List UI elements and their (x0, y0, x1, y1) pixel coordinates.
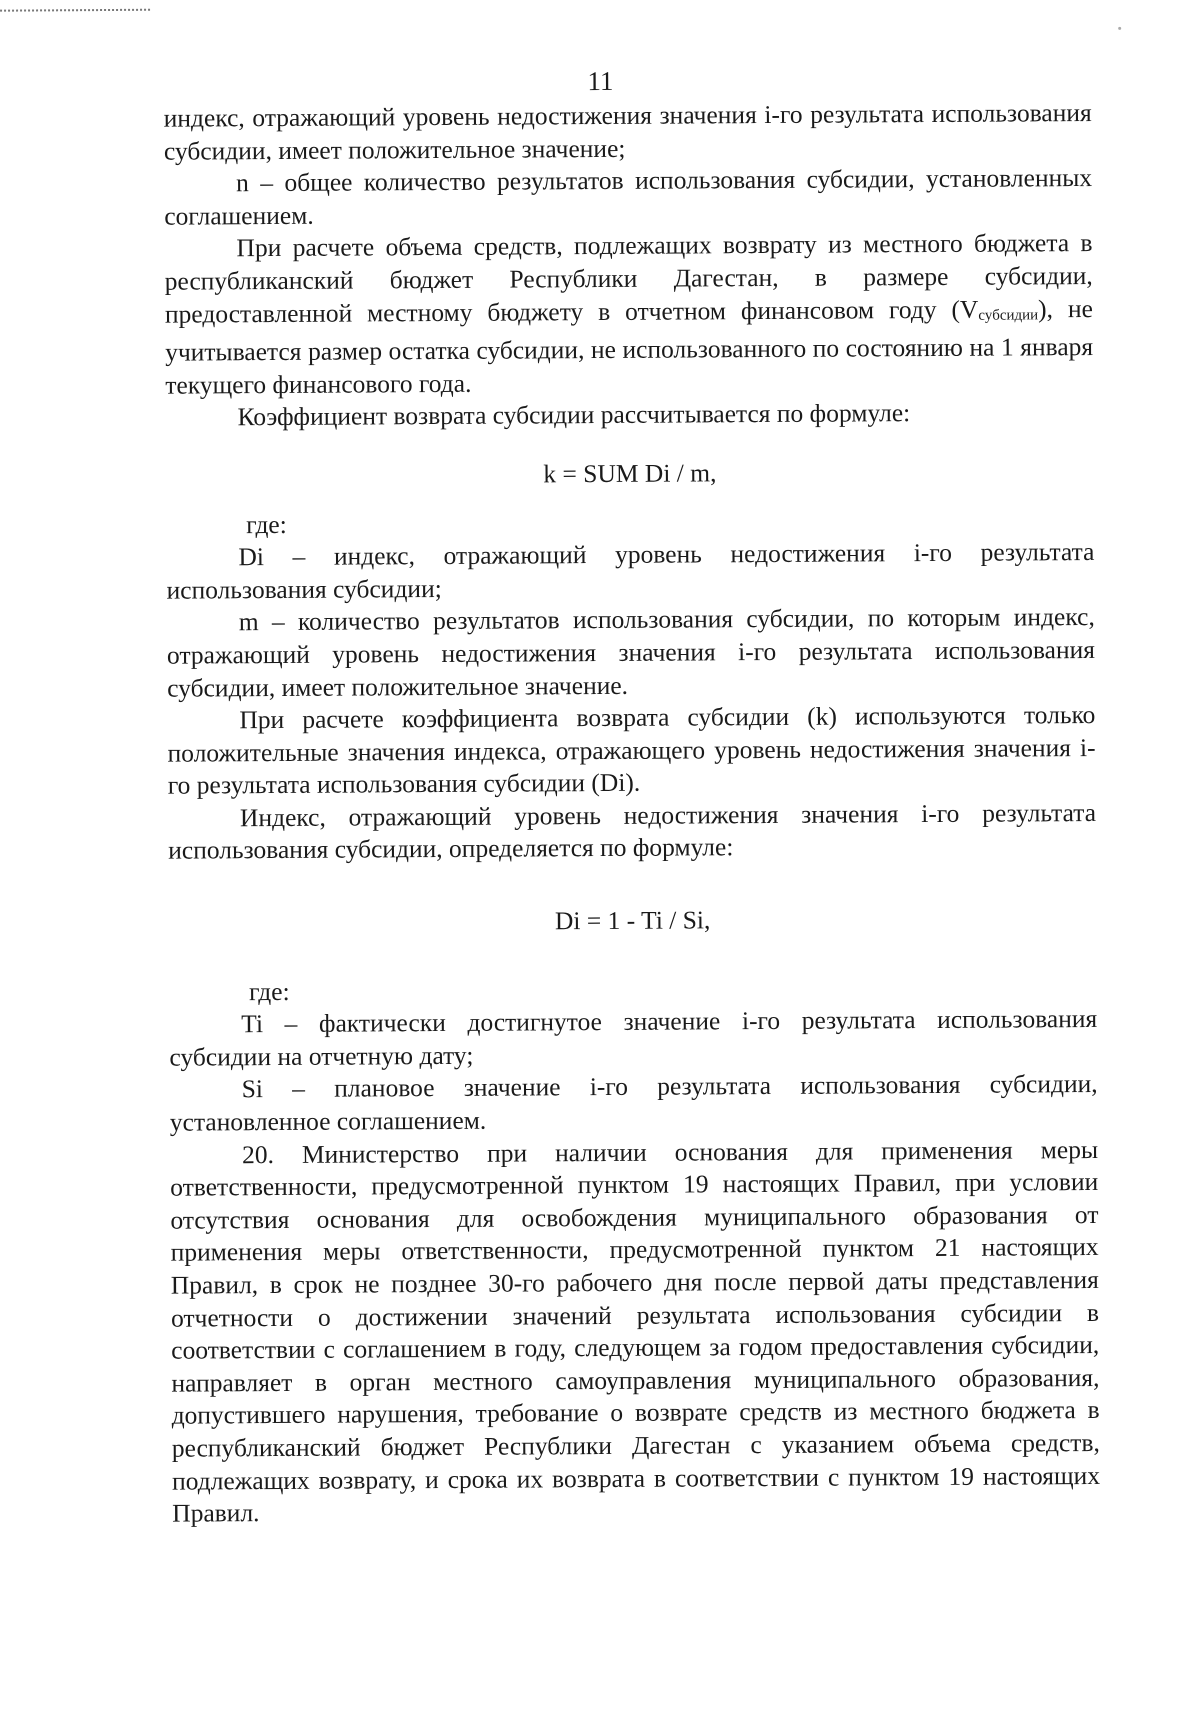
paragraph-4: Коэффициент возврата субсидии рассчитывается по формуле: (237, 398, 911, 432)
scan-speck (1118, 27, 1121, 30)
paragraph-7: При расчете коэффициента возврата субсидии (k) используются только положительные значения индекса, отражающего уровень недостижения значения i-го результата использования субсидии (Di). (167, 700, 1096, 800)
paragraph-20: 20. Министерство при наличии основания для применения меры ответственности, предусмотренной пунктом 19 настоящих Правил, при условии отсутствия основания для освобождения муниципального образования от применения меры ответственности, предусмотренной пунктом 21 настоящих Правил, в срок не позднее 30-го рабочего дня после первой даты представления отчетности о достижении значений результата использования субсидии в соответствии с соглашением в году, следующем за годом предоставления субсидии, направляет в орган местного самоуправления муниципального образования, допустившего нарушения, требование о возврате средств из местного бюджета в республиканский бюджет Республики Дагестан с указанием объема средств, подлежащих возврату, и срока их возврата в соответствии с пунктом 19 настоящих Правил. (170, 1134, 1101, 1528)
paragraph-si-definition: Si – плановое значение i-го результата использования субсидии, установленное соглашением. (169, 1069, 1098, 1137)
paragraph-m-definition: m – количество результатов использования субсидии, по которым индекс, отражающий уровень недостижения значения i-го результата использования субсидии, имеет положительное значение. (166, 602, 1096, 703)
subscript-subsidy: субсидии (978, 306, 1039, 324)
paragraph-di-definition: Di – индекс, отражающий уровень недостижения i-го результата использования субсидии; (166, 537, 1095, 605)
formula-di: Di = 1 - Ti / Si, (554, 905, 711, 936)
paragraph-8: Индекс, отражающий уровень недостижения значения i-го результата использования субсидии, определяется по формуле: (168, 797, 1097, 866)
paragraph-3-part-2: ), не учитывается размер остатка субсидии, не использованного по состоянию на 1 января текущего финансового года. (165, 293, 1094, 400)
page-number: 11 (587, 65, 614, 97)
paragraph-1: индекс, отражающий уровень недостижения значения i-го результата использования субсидии, имеет положительное значение; (163, 97, 1092, 166)
where-label-2: где: (248, 976, 290, 1006)
document-body (164, 97, 1101, 1530)
paragraph-ti-definition: Ti – фактически достигнутое значение i-го результата использования субсидии на отчетную дату; (169, 1004, 1098, 1072)
scan-edge-line (0, 9, 150, 12)
paragraph-3 (164, 227, 1093, 402)
formula-k: k = SUM Di / m, (543, 458, 717, 489)
paragraph-3-part-1: При расчете объема средств, подлежащих возврату из местного бюджета в республиканский бюджет Республики Дагестан, в размере субсидии, предоставленной местному бюджету в отчетном финансовом году (V (164, 228, 1093, 329)
paragraph-2: n – общее количество результатов использования субсидии, установленных соглашением. (164, 163, 1093, 231)
where-label-1: где: (246, 509, 287, 539)
